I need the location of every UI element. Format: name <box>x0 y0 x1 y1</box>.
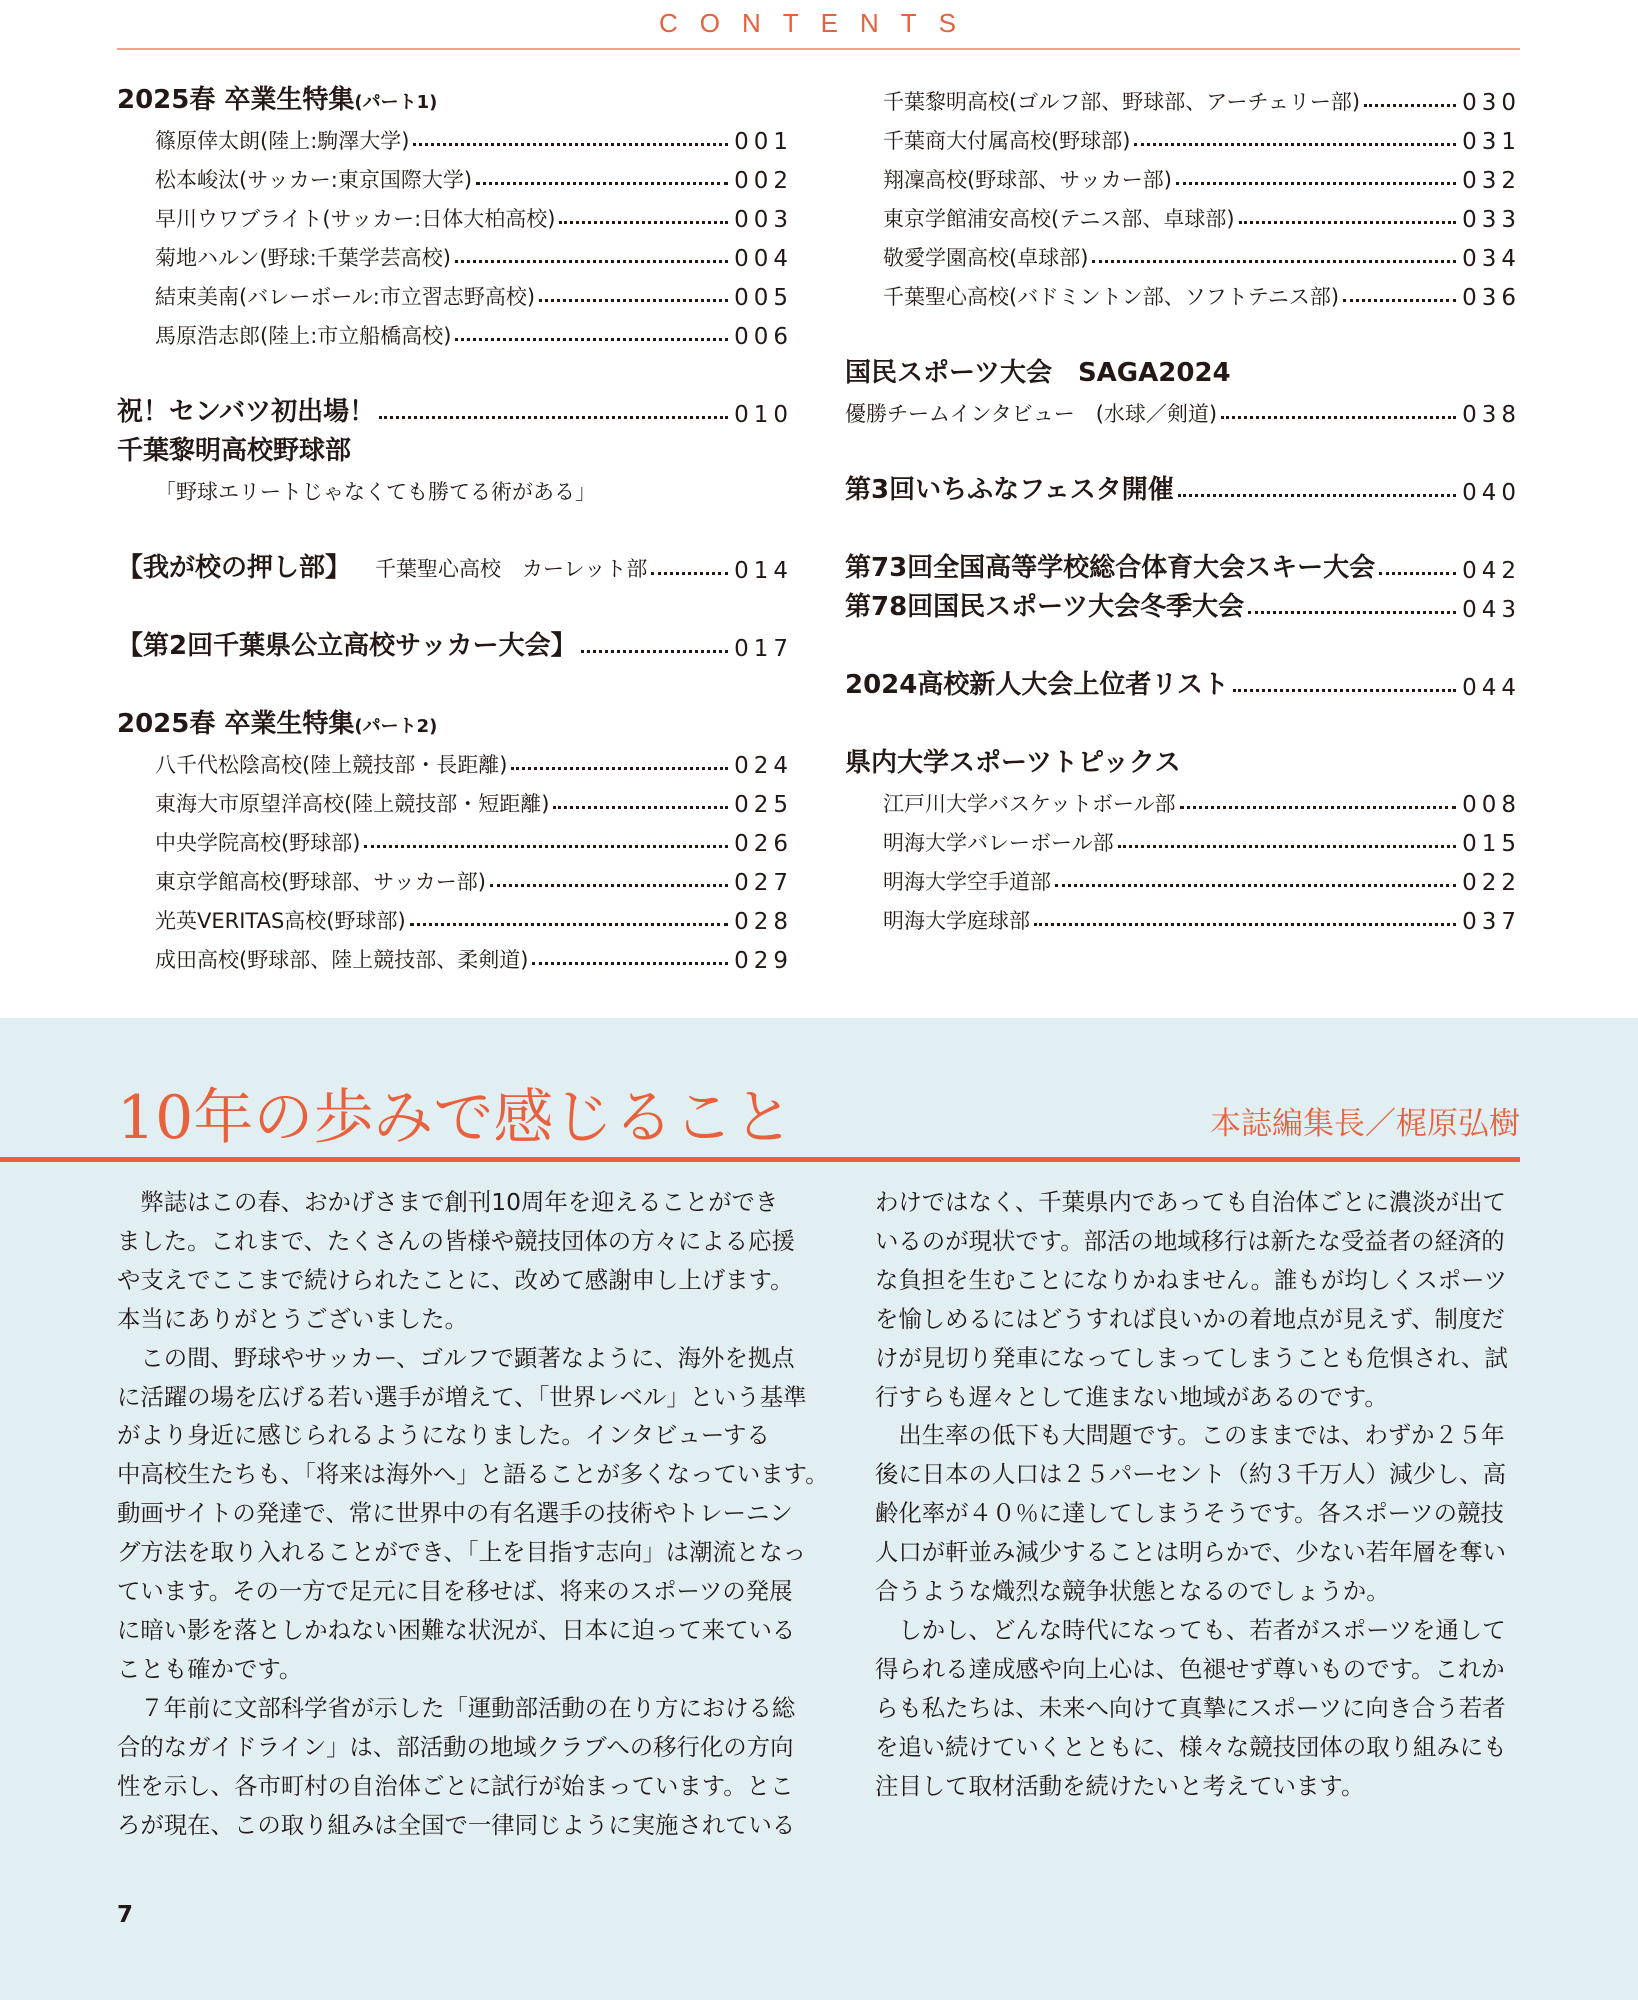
essay-author: 本誌編集長／梶原弘樹 <box>1210 1106 1520 1142</box>
toc-entry-label: 明海大学庭球部 <box>883 909 1030 933</box>
toc-entry-label: 篠原倖太朗(陸上:駒澤大学) <box>155 129 410 153</box>
toc-entry-page: 004 <box>734 246 793 272</box>
toc-entry[interactable] <box>845 82 1521 116</box>
dot-leader <box>1092 260 1456 263</box>
essay-line: を愉しめるにはどうすれば良いかの着地点が見えず、制度だ <box>875 1304 1505 1333</box>
toc-entry-label: 東京学館高校(野球部、サッカー部) <box>155 870 486 894</box>
section-title: 国民スポーツ大会 SAGA2024 <box>845 358 1231 388</box>
toc-entry[interactable] <box>117 901 793 935</box>
toc-entry-page: 008 <box>1462 792 1521 818</box>
toc-entry-page: 034 <box>1462 246 1521 272</box>
dot-leader <box>413 143 728 146</box>
dot-leader <box>1178 494 1456 497</box>
toc-entry-page: 006 <box>734 324 793 350</box>
toc-entry[interactable] <box>117 160 793 194</box>
toc-entry-senbatsu[interactable] <box>117 394 793 428</box>
contents-heading: CONTENTS <box>659 8 978 38</box>
toc-entry-label: 光英VERITAS高校(野球部) <box>155 909 406 933</box>
toc-entry-page: 037 <box>1462 909 1521 935</box>
toc-entry-page: 030 <box>1462 90 1521 116</box>
toc-entry-label: 江戸川大学バスケットボール部 <box>883 792 1176 816</box>
dot-leader <box>1233 689 1456 692</box>
essay-line: 注目して取材活動を続けたいと考えています。 <box>875 1771 1365 1800</box>
toc-entry-label: 第78回国民スポーツ大会冬季大会 <box>845 592 1245 622</box>
toc-entry-page: 022 <box>1462 870 1521 896</box>
essay-line: らも私たちは、未来へ向けて真摯にスポーツに向き合う若者 <box>875 1693 1506 1722</box>
toc-entry[interactable] <box>845 160 1521 194</box>
toc-entry-soccer[interactable] <box>117 628 793 662</box>
toc-entry[interactable] <box>117 823 793 857</box>
toc-entry[interactable] <box>845 199 1521 233</box>
dot-leader <box>1379 572 1456 575</box>
editorial-panel <box>0 1018 1638 2000</box>
section-part: (パート1) <box>354 92 438 113</box>
toc-entry[interactable] <box>117 745 793 779</box>
page-number: 7 <box>117 1902 134 1928</box>
essay-line: ７年前に文部科学省が示した「運動部活動の在り方における総 <box>117 1693 796 1722</box>
dot-leader <box>364 845 728 848</box>
toc-entry-label: 2024高校新人大会上位者リスト <box>845 670 1229 700</box>
dot-leader <box>1343 299 1456 302</box>
toc-section-spring-part2 <box>117 706 793 740</box>
toc-entry-winter[interactable] <box>845 589 1521 623</box>
toc-entry-page: 032 <box>1462 168 1521 194</box>
essay-line: に暗い影を落としかねない困難な状況が、日本に迫って来ている <box>117 1615 796 1644</box>
essay-line: がより身近に感じられるようになりました。インタビューする <box>117 1421 770 1450</box>
dot-leader <box>559 221 728 224</box>
toc-entry-page: 003 <box>734 207 793 233</box>
toc-entry-shinjin[interactable] <box>845 667 1521 701</box>
dot-leader <box>1248 611 1456 614</box>
essay-line: ました。これまで、たくさんの皆様や競技団体の方々による応援 <box>117 1226 795 1255</box>
toc-entry-label: 早川ウワブライト(サッカー:日体大柏高校) <box>155 207 556 231</box>
essay-line: 本当にありがとうございました。 <box>117 1304 468 1333</box>
toc-entry-page: 017 <box>734 636 793 662</box>
essay-line: ことも確かです。 <box>117 1654 303 1683</box>
essay-line: 合うような熾烈な競争状態となるのでしょうか。 <box>875 1577 1390 1606</box>
essay-line: 弊誌はこの春、おかげさまで創刊10周年を迎えることができ <box>117 1188 779 1216</box>
essay-line: グ方法を取り入れることができ、「上を目指す志向」は潮流となっ <box>117 1538 807 1567</box>
toc-entry-page: 031 <box>1462 129 1521 155</box>
toc-senbatsu-school <box>117 433 793 467</box>
essay-line: 行すらも遅々として進まない地域があるのです。 <box>875 1382 1388 1411</box>
toc-entry-page: 025 <box>734 792 793 818</box>
dot-leader <box>1176 182 1456 185</box>
essay-line: ています。その一方で足元に目を移せば、将来のスポーツの発展 <box>117 1577 793 1606</box>
dot-leader <box>553 806 728 809</box>
toc-entry-page: 010 <box>734 402 793 428</box>
toc-entry-label: 八千代松陰高校(陸上競技部・長距離) <box>155 753 508 777</box>
dot-leader <box>1055 884 1456 887</box>
toc-entry-page: 038 <box>1462 402 1521 428</box>
essay-column-right <box>875 1183 1570 1806</box>
toc-entry-page: 033 <box>1462 207 1521 233</box>
toc-entry-page: 026 <box>734 831 793 857</box>
toc-entry[interactable] <box>845 862 1521 896</box>
essay-title-divider <box>0 1157 1520 1162</box>
essay-line: 齢化率が４０％に達してしまうそうです。各スポーツの競技 <box>875 1499 1504 1528</box>
toc-entry-page: 043 <box>1462 597 1521 623</box>
dot-leader <box>1034 923 1456 926</box>
section-part: (パート2) <box>354 716 438 737</box>
toc-entry-page: 015 <box>1462 831 1521 857</box>
toc-entry-label: 第3回いちふなフェスタ開催 <box>845 475 1174 505</box>
toc-entry-ski[interactable] <box>845 550 1521 584</box>
toc-entry[interactable] <box>117 940 793 974</box>
toc-entry[interactable] <box>117 316 793 350</box>
dot-leader <box>1364 104 1456 107</box>
toc-entry-label: 千葉聖心高校(バドミントン部、ソフトテニス部) <box>883 285 1340 309</box>
essay-column-left <box>117 1183 829 1844</box>
toc-entry[interactable] <box>117 277 793 311</box>
dot-leader <box>379 416 728 419</box>
dot-leader <box>1180 806 1457 809</box>
essay-line: いるのが現状です。部活の地域移行は新たな受益者の経済的 <box>875 1226 1505 1255</box>
contents-divider <box>117 48 1520 50</box>
toc-entry-label: 「野球エリートじゃなくても勝てる術がある」 <box>155 480 596 504</box>
toc-entry[interactable] <box>845 121 1521 155</box>
essay-line: な負担を生むことになりかねません。誰もが均しくスポーツ <box>875 1265 1508 1294</box>
toc-entry[interactable] <box>117 784 793 818</box>
toc-entry-label: 東海大市原望洋高校(陸上競技部・短距離) <box>155 792 550 816</box>
dot-leader <box>410 923 728 926</box>
toc-entry-page: 005 <box>734 285 793 311</box>
toc-entry-label: 中央学院高校(野球部) <box>155 831 361 855</box>
toc-entry-page: 040 <box>1462 480 1521 506</box>
toc-entry-label: 明海大学空手道部 <box>883 870 1051 894</box>
toc-entry[interactable] <box>117 238 793 272</box>
dot-leader <box>1118 845 1457 848</box>
essay-line: や支えでここまで続けられたことに、改めて感謝申し上げます。 <box>117 1265 794 1294</box>
dot-leader <box>490 884 728 887</box>
toc-section-kokumin <box>845 355 1521 389</box>
toc-entry-label: 馬原浩志郎(陸上:市立船橋高校) <box>155 324 452 348</box>
dot-leader <box>539 299 728 302</box>
dot-leader <box>1134 143 1456 146</box>
essay-line: 出生率の低下も大問題です。このままでは、わずか２５年 <box>875 1421 1505 1450</box>
toc-entry-label: 松本峻汰(サッカー:東京国際大学) <box>155 168 473 192</box>
section-title: 2025春 卒業生特集 <box>117 85 355 115</box>
toc-entry[interactable] <box>117 199 793 233</box>
toc-entry[interactable] <box>117 121 793 155</box>
toc-entry-label: 第73回全国高等学校総合体育大会スキー大会 <box>845 553 1376 583</box>
toc-entry-detail: 千葉聖心高校 カーレット部 <box>375 557 648 581</box>
essay-line: 性を示し、各市町村の自治体ごとに試行が始まっています。とこ <box>117 1771 794 1800</box>
essay-line: 合的なガイドライン」は、部活動の地域クラブへの移行化の方向 <box>117 1732 794 1761</box>
toc-entry-label: 【我が校の押し部】 <box>117 553 352 583</box>
toc-entry-label: 祝！センバツ初出場！ <box>117 397 376 427</box>
essay-line: ろが現在、この取り組みは全国で一律同じように実施されている <box>117 1810 796 1839</box>
toc-entry-label: 千葉黎明高校(ゴルフ部、野球部、アーチェリー部) <box>883 90 1361 114</box>
toc-entry-page: 014 <box>734 558 793 584</box>
dot-leader <box>651 572 728 575</box>
toc-entry-label: 千葉商大付属高校(野球部) <box>883 129 1131 153</box>
toc-entry-page: 042 <box>1462 558 1521 584</box>
toc-entry-page: 036 <box>1462 285 1521 311</box>
toc-entry-page: 001 <box>734 129 793 155</box>
toc-entry[interactable] <box>845 277 1521 311</box>
essay-line: 後に日本の人口は２５パーセント（約３千万人）減少し、高 <box>875 1460 1507 1489</box>
toc-entry-label: 敬愛学園高校(卓球部) <box>883 246 1089 270</box>
dot-leader <box>455 338 728 341</box>
toc-entry[interactable] <box>845 823 1521 857</box>
toc-entry-page: 044 <box>1462 675 1521 701</box>
dot-leader <box>581 650 729 653</box>
toc-entry-label: 千葉黎明高校野球部 <box>117 436 352 466</box>
essay-line: わけではなく、千葉県内であっても自治体ごとに濃淡が出て <box>875 1188 1506 1216</box>
essay-line: を追い続けていくとともに、様々な競技団体の取り組みにも <box>875 1732 1507 1761</box>
toc-entry-kokumin[interactable] <box>845 394 1521 428</box>
toc-entry-label: 菊地ハルン(野球:千葉学芸高校) <box>155 246 451 270</box>
toc-entry-label: 優勝チームインタビュー (水球／剣道) <box>845 402 1218 426</box>
dot-leader <box>532 962 728 965</box>
dot-leader <box>1239 221 1457 224</box>
toc-entry-page: 028 <box>734 909 793 935</box>
section-title: 県内大学スポーツトピックス <box>845 748 1181 778</box>
toc-section-spring-part1 <box>117 82 793 116</box>
dot-leader <box>476 182 728 185</box>
toc-entry-page: 027 <box>734 870 793 896</box>
toc-entry-label: 【第2回千葉県公立高校サッカー大会】 <box>117 631 577 661</box>
toc-entry[interactable] <box>845 901 1521 935</box>
toc-entry-label: 成田高校(野球部、陸上競技部、柔剣道) <box>155 948 529 972</box>
toc-entry[interactable] <box>117 862 793 896</box>
toc-entry-label: 東京学館浦安高校(テニス部、卓球部) <box>883 207 1235 231</box>
essay-line: この間、野球やサッカー、ゴルフで顕著なように、海外を拠点 <box>117 1343 795 1372</box>
toc-entry[interactable] <box>845 784 1521 818</box>
toc-entry-label: 結束美南(バレーボール:市立習志野高校) <box>155 285 536 309</box>
essay-line: 得られる達成感や向上心は、色褪せず尊いものです。これか <box>875 1654 1505 1683</box>
essay-line: 中高校生たちも、「将来は海外へ」と語ることが多くなっています。 <box>117 1460 829 1489</box>
section-title: 2025春 卒業生特集 <box>117 709 355 739</box>
dot-leader <box>511 767 728 770</box>
dot-leader <box>1221 416 1456 419</box>
essay-line: しかし、どんな時代になっても、若者がスポーツを通して <box>875 1615 1506 1644</box>
toc-entry-page: 029 <box>734 948 793 974</box>
essay-line: に活躍の場を広げる若い選手が増えて、「世界レベル」という基準 <box>117 1382 807 1411</box>
toc-entry-page: 002 <box>734 168 793 194</box>
toc-entry-oshibu[interactable] <box>117 550 793 584</box>
toc-entry-ichifuna[interactable] <box>845 472 1521 506</box>
toc-senbatsu-quote <box>117 472 793 506</box>
essay-line: 動画サイトの発達で、常に世界中の有名選手の技術やトレーニン <box>117 1499 793 1528</box>
toc-entry-page: 024 <box>734 753 793 779</box>
essay-title: 10年の歩みで感じること <box>117 1083 794 1153</box>
toc-entry-label: 明海大学バレーボール部 <box>883 831 1114 855</box>
toc-section-university <box>845 745 1521 779</box>
toc-entry-label: 翔凜高校(野球部、サッカー部) <box>883 168 1172 192</box>
dot-leader <box>455 260 728 263</box>
essay-line: けが見切り発車になってしまってしまうことも危惧され、試 <box>875 1343 1508 1372</box>
essay-line: 人口が軒並み減少することは明らかで、少ない若年層を奪い <box>875 1538 1507 1567</box>
toc-entry[interactable] <box>845 238 1521 272</box>
